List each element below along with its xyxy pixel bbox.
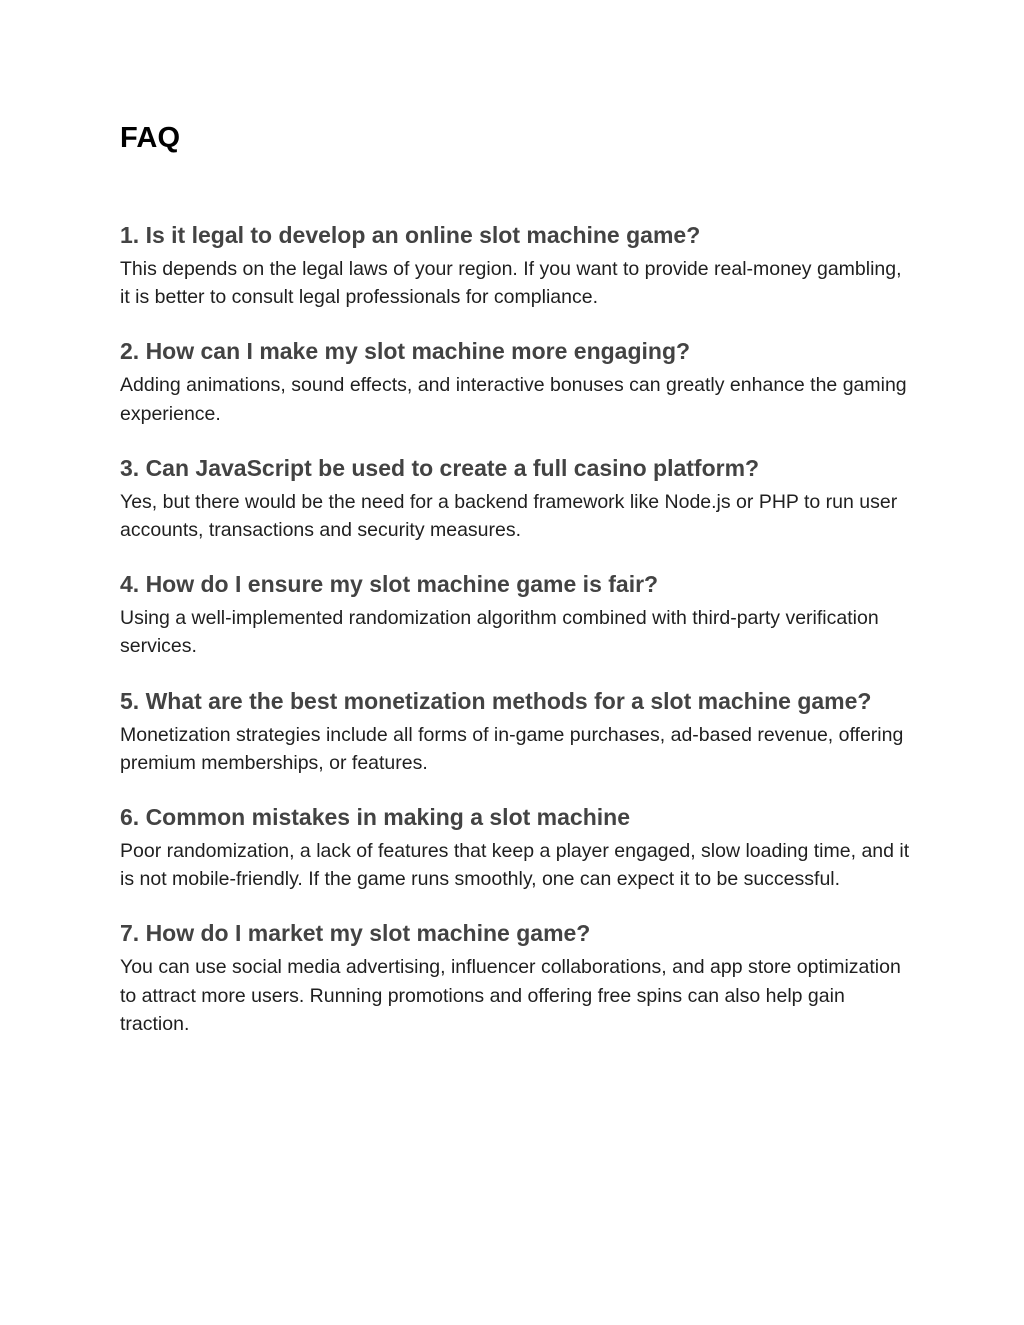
faq-answer: Poor randomization, a lack of features that keep a player engaged, slow loading time, and it is not mobile-friendly. If the game runs smoothly, one can expect it to be successful.: [120, 840, 910, 891]
faq-item-7: [120, 917, 910, 1038]
faq-list: [120, 219, 910, 1038]
faq-question: 4. How do I ensure my slot machine game is fair?: [120, 571, 659, 598]
faq-question: 2. How can I make my slot machine more engaging?: [120, 338, 691, 365]
faq-answer: Yes, but there would be the need for a backend framework like Node.js or PHP to run user accounts, transactions and security measures.: [120, 490, 898, 542]
faq-answer: This depends on the legal laws of your region. If you want to provide real-money gambling, it is better to consult legal professionals for compliance.: [120, 258, 902, 309]
faq-question: 1. Is it legal to develop an online slot machine game?: [120, 222, 701, 248]
faq-question: 6. Common mistakes in making a slot machine: [120, 804, 630, 831]
faq-item-4: [120, 568, 910, 660]
faq-answer: Adding animations, sound effects, and interactive bonuses can greatly enhance the gaming experience.: [120, 374, 907, 425]
faq-question: 5. What are the best monetization methods for a slot machine game?: [120, 687, 872, 714]
document-page: [120, 120, 910, 1062]
faq-question: 7. How do I market my slot machine game?: [120, 920, 591, 947]
faq-item-6: [120, 801, 910, 893]
faq-item-3: [120, 452, 910, 544]
faq-item-5: [120, 685, 910, 777]
faq-item-1: [120, 219, 910, 311]
page-title: FAQ: [120, 122, 181, 154]
faq-question: 3. Can JavaScript be used to create a full casino platform?: [120, 454, 760, 481]
faq-answer: Monetization strategies include all forms of in-game purchases, ad-based revenue, offering premium memberships, or features.: [120, 723, 904, 774]
faq-answer: You can use social media advertising, influencer collaborations, and app store optimization to attract more users. Running promotions and offering free spins can also help gain traction.: [120, 956, 901, 1035]
faq-item-2: [120, 335, 910, 427]
faq-answer: Using a well-implemented randomization algorithm combined with third-party verification services.: [120, 607, 879, 658]
